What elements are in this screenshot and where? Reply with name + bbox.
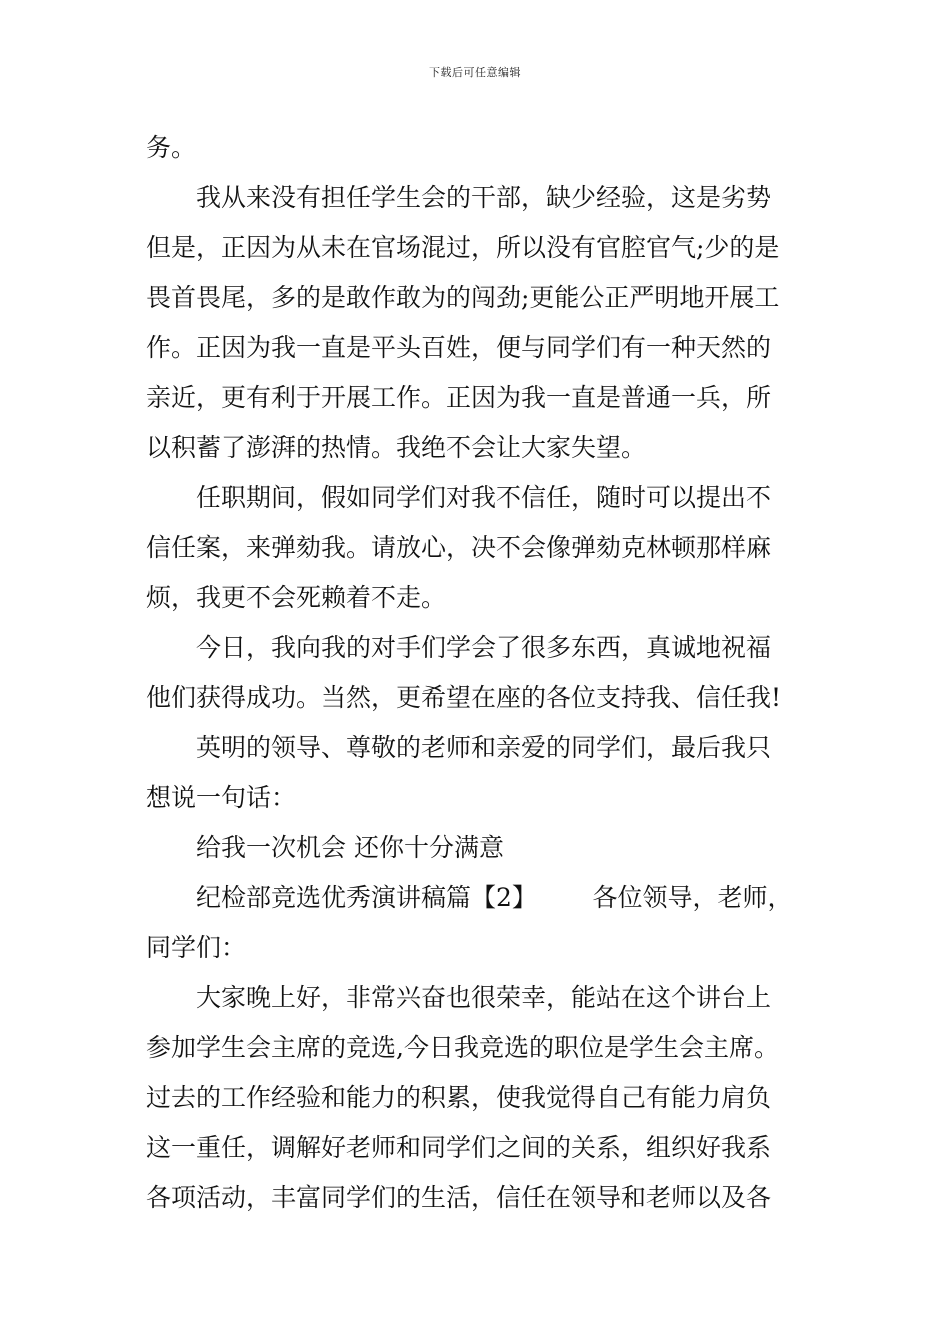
text-line: 给我一次机会 还你十分满意 <box>196 833 504 862</box>
text-line: 畏首畏尾，多的是敢作敢为的闯劲;更能公正严明地开展工 <box>146 283 780 312</box>
text-line: 英明的领导、尊敬的老师和亲爱的同学们，最后我只 <box>196 733 772 762</box>
text-line: 各项活动，丰富同学们的生活，信任在领导和老师以及各 <box>146 1183 772 1212</box>
page-header: 下载后可任意编辑 <box>429 66 521 79</box>
text-line: 任职期间，假如同学们对我不信任，随时可以提出不 <box>196 483 772 512</box>
text-line: 过去的工作经验和能力的积累，使我觉得自己有能力肩负 <box>146 1083 772 1112</box>
text-line: 亲近，更有利于开展工作。正因为我一直是普通一兵，所 <box>146 383 772 412</box>
text-line: 以积蓄了澎湃的热情。我绝不会让大家失望。 <box>146 433 647 462</box>
text-line: 但是，正因为从未在官场混过，所以没有官腔官气;少的是 <box>146 233 780 262</box>
section-heading-line: 纪检部竞选优秀演讲稿篇【2】 各位领导，老师， <box>196 883 793 912</box>
text-line: 想说一句话： <box>146 783 297 812</box>
text-line: 作。正因为我一直是平头百姓，便与同学们有一种天然的 <box>146 333 772 362</box>
text-line: 他们获得成功。当然，更希望在座的各位支持我、信任我! <box>146 683 782 712</box>
text-line: 参加学生会主席的竞选,今日我竞选的职位是学生会主席。 <box>146 1033 779 1062</box>
text-line: 同学们： <box>146 933 247 962</box>
text-line: 烦，我更不会死赖着不走。 <box>146 583 447 612</box>
text-line: 信任案，来弹劾我。请放心，决不会像弹劾克林顿那样麻 <box>146 533 772 562</box>
text-line: 今日，我向我的对手们学会了很多东西，真诚地祝福 <box>196 633 772 662</box>
text-line: 这一重任，调解好老师和同学们之间的关系，组织好我系 <box>146 1133 772 1162</box>
text-line: 务。 <box>146 133 197 162</box>
text-line: 大家晚上好，非常兴奋也很荣幸，能站在这个讲台上 <box>196 983 772 1012</box>
text-line: 我从来没有担任学生会的干部，缺少经验，这是劣势 <box>196 183 772 212</box>
